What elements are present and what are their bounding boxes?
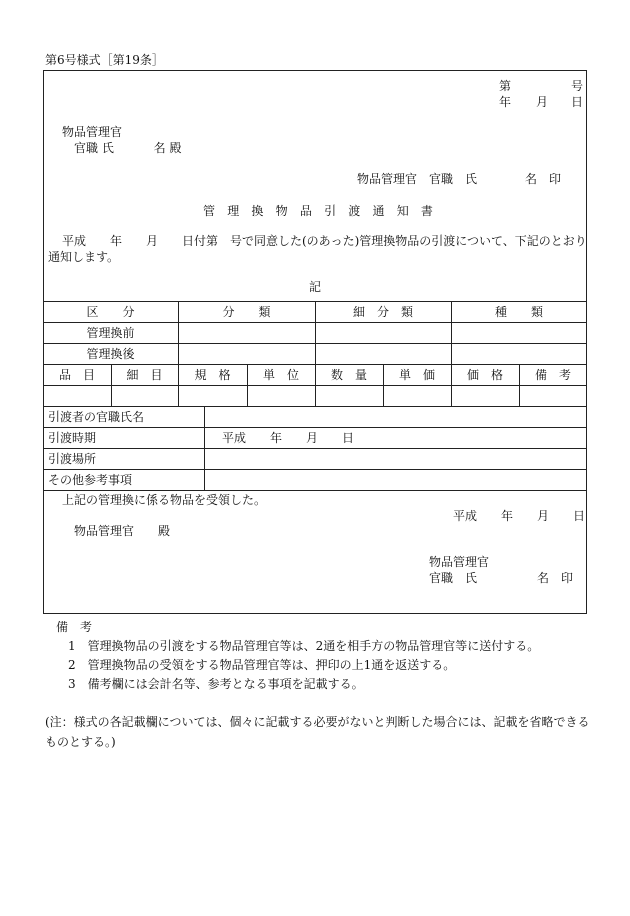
row-after: 管理換後 — [86, 347, 135, 361]
form-label: 第6号様式［第19条］ — [45, 53, 164, 67]
date-month: 月 — [536, 95, 549, 109]
receipt-text: 上記の管理換に係る物品を受領した。 — [62, 493, 267, 507]
col-kubun: 区 分 — [86, 305, 135, 319]
col-shurui: 種 類 — [494, 305, 543, 319]
info-value-time: 平成 年 月 日 — [222, 431, 355, 445]
sender-line: 物品管理官 官職 氏 名 印 — [357, 172, 562, 186]
col-bunrui: 分 類 — [222, 305, 271, 319]
number-suffix: 号 — [571, 79, 584, 93]
info-label-other: その他参考事項 — [48, 473, 133, 487]
note-1: 1 管理換物品の引渡をする物品管理官等は、2通を相手方の物品管理官等に送付する。 — [68, 639, 540, 653]
addressee-title: 物品管理官 — [62, 125, 123, 139]
ki-label: 記 — [309, 280, 322, 294]
body-text: 平成 年 月 日付第 号で同意した(のあった)管理換物品の引渡について、下記のとおり通知します。 — [48, 234, 587, 264]
col-tani: 単 位 — [262, 368, 299, 382]
receipt-to: 物品管理官 殿 — [74, 524, 171, 538]
signer-line: 官職 氏 名 印 — [429, 571, 574, 585]
col-kikaku: 規 格 — [194, 368, 231, 382]
footnote: (注：様式の各記載欄については、個々に記載する必要がないと判断した場合には、記載を省略できるものとする。) — [45, 715, 590, 749]
info-label-time: 引渡時期 — [48, 431, 97, 445]
note-2: 2 管理換物品の受領をする物品管理官等は、押印の上1通を返送する。 — [68, 658, 456, 672]
date-day: 日 — [571, 95, 584, 109]
signer-title: 物品管理官 — [429, 555, 490, 569]
date-year: 年 — [499, 95, 512, 109]
col-hinmoku: 品 目 — [58, 368, 95, 382]
addressee-line: 官職 氏 名 殿 — [74, 141, 182, 155]
col-biko: 備 考 — [534, 368, 571, 382]
col-saimoku: 細 目 — [126, 368, 163, 382]
col-kakaku: 価 格 — [466, 368, 503, 382]
note-3: 3 備考欄には会計名等、参考となる事項を記載する。 — [68, 677, 364, 691]
info-label-place: 引渡場所 — [48, 452, 97, 466]
document-title: 管 理 換 物 品 引 渡 通 知 書 — [203, 204, 438, 218]
row-before: 管理換前 — [86, 326, 135, 340]
number-prefix: 第 — [499, 79, 512, 93]
col-saibunrui: 細 分 類 — [352, 305, 413, 319]
col-tanka: 単 価 — [398, 368, 435, 382]
notes-heading: 備 考 — [56, 620, 93, 634]
info-label-transferor: 引渡者の官職氏名 — [48, 410, 145, 424]
receipt-date: 平成 年 月 日 — [453, 509, 586, 523]
col-suryo: 数 量 — [330, 368, 367, 382]
